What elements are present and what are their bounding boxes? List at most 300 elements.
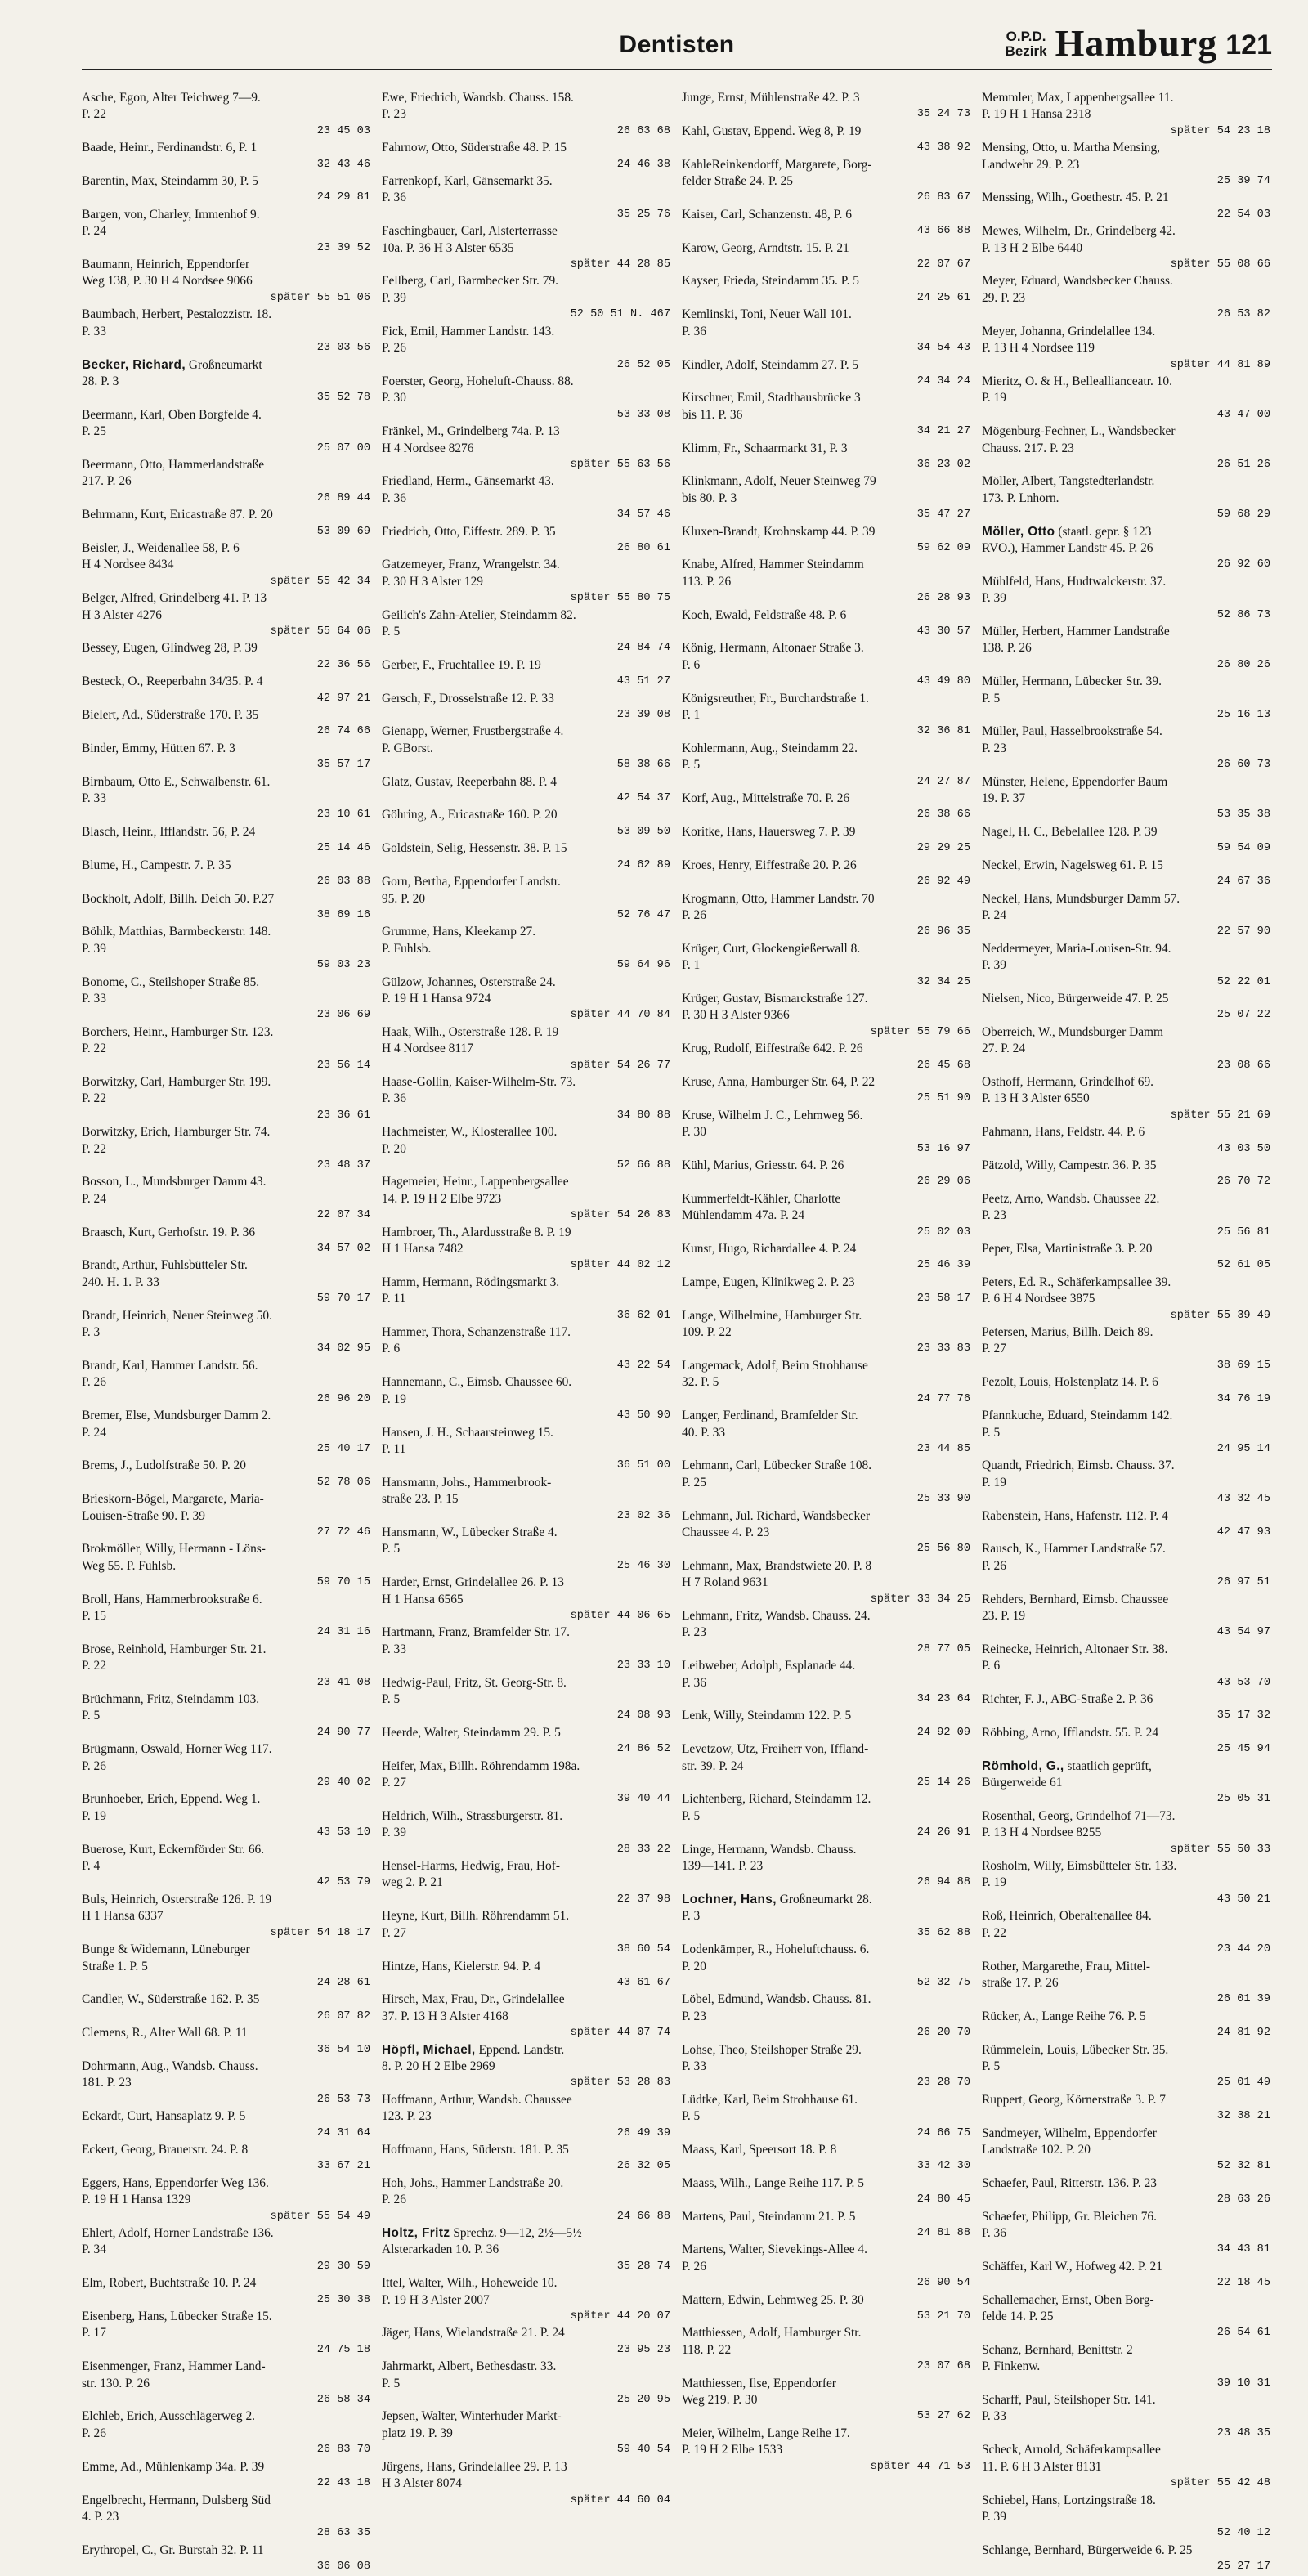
phone-number: 25 56 81 xyxy=(1216,1225,1270,1239)
entry-line: Bargen, von, Charley, Immenhof 9. xyxy=(82,207,260,222)
phone-number: 38 69 16 xyxy=(316,908,370,921)
entry-line: Oberreich, W., Mundsburger Damm xyxy=(982,1024,1163,1039)
entry-line: Koritke, Hans, Hauersweg 7. P. 39 xyxy=(682,824,856,839)
entry-line: Buls, Heinrich, Osterstraße 126. P. 19 xyxy=(82,1892,272,1906)
entry-line: Leibweber, Adolph, Esplanade 44. xyxy=(682,1659,856,1673)
phone-number: 32 34 25 xyxy=(916,975,970,988)
phone-number: 26 70 72 xyxy=(1216,1176,1270,1189)
entry-line: 173. P. Lnhorn. xyxy=(982,491,1059,505)
entry-line: Mattern, Edwin, Lehmweg 25. P. 30 xyxy=(682,2292,864,2307)
entry-line: Klimm, Fr., Schaarmarkt 31, P. 3 xyxy=(682,441,848,455)
phone-number: 34 21 27 xyxy=(916,425,970,438)
entry-line: RVO.), Hammer Landstr 45. P. 26 xyxy=(982,540,1153,555)
phone-number: 52 66 88 xyxy=(616,1159,670,1172)
directory-entry xyxy=(82,1642,370,1691)
entry-line: P. 22 xyxy=(82,107,106,122)
entry-line: Borwitzky, Erich, Hamburger Str. 74. xyxy=(82,1125,271,1140)
phone-number: 23 07 68 xyxy=(916,2360,970,2373)
entry-line: Haase-Gollin, Kaiser-Wilhelm-Str. 73. xyxy=(382,1074,576,1089)
entry-line: Neckel, Hans, Mundsburger Damm 57. xyxy=(982,891,1180,906)
directory-entry xyxy=(382,423,670,473)
phone-number: 42 97 21 xyxy=(316,692,370,705)
entry-line: Brose, Reinhold, Hamburger Str. 21. xyxy=(82,1642,267,1656)
phone-number: 34 57 46 xyxy=(616,508,670,522)
phone-number: 43 22 54 xyxy=(616,1359,670,1372)
entry-line: Ehlert, Adolf, Horner Landstraße 136. xyxy=(82,2226,274,2240)
phone-number: später 54 18 17 xyxy=(270,1926,370,1939)
entry-line: P. 6 xyxy=(382,1342,401,1356)
directory-entry xyxy=(382,324,670,374)
entry-line: Blasch, Heinr., Ifflandstr. 56, P. 24 xyxy=(82,824,256,839)
entry-line: Rücker, A., Lange Reihe 76. P. 5 xyxy=(982,2009,1146,2023)
entry-line: H 4 Nordsee 8276 xyxy=(382,441,474,455)
entry-line: Kahl, Gustav, Eppend. Weg 8, P. 19 xyxy=(682,123,862,138)
entry-line: P. 6 xyxy=(682,657,701,672)
phone-number: 26 63 68 xyxy=(616,124,670,137)
entry-line: Pezolt, Louis, Holstenplatz 14. P. 6 xyxy=(982,1375,1158,1390)
phone-number: 42 47 93 xyxy=(1216,1525,1270,1539)
directory-entry xyxy=(682,1991,970,2041)
phone-number: 52 61 05 xyxy=(1216,1259,1270,1272)
entry-line: Krüger, Gustav, Bismarckstraße 127. xyxy=(682,991,868,1006)
directory-entry xyxy=(982,2009,1270,2042)
directory-entry xyxy=(982,223,1270,273)
directory-entry xyxy=(682,691,970,741)
entry-line: Chauss. 217. P. 23 xyxy=(982,441,1074,455)
entry-line: P. 23 xyxy=(382,107,406,122)
phone-number: 36 54 10 xyxy=(316,2043,370,2056)
directory-entry xyxy=(82,2459,370,2493)
entry-line: Clemens, R., Alter Wall 68. P. 11 xyxy=(82,2026,248,2041)
entry-line: Barentin, Max, Steindamm 30, P. 5 xyxy=(82,174,258,189)
phone-number: 43 49 80 xyxy=(916,675,970,688)
phone-number: 59 70 17 xyxy=(316,1292,370,1306)
phone-number: 59 62 09 xyxy=(916,541,970,554)
entry-line: Langer, Ferdinand, Bramfelder Str. xyxy=(682,1409,858,1423)
directory-entry xyxy=(82,1257,370,1307)
entry-line: P. 23 xyxy=(982,741,1006,755)
entry-line: Petersen, Marius, Billh. Deich 89. xyxy=(982,1325,1153,1340)
directory-entry xyxy=(382,273,670,323)
phone-number: 59 03 23 xyxy=(316,959,370,972)
column-3 xyxy=(682,90,970,2576)
phone-number: 59 68 29 xyxy=(1216,508,1270,522)
phone-number: 34 54 43 xyxy=(916,342,970,355)
directory-entry xyxy=(82,173,370,207)
entry-line: Broll, Hans, Hammerbrookstraße 6. xyxy=(82,1592,262,1606)
directory-entry xyxy=(682,2042,970,2092)
entry-line: Krogmann, Otto, Hammer Landstr. 70 xyxy=(682,891,875,906)
phone-number: 25 27 17 xyxy=(1216,2560,1270,2574)
entry-line: P. 26 xyxy=(682,907,706,922)
directory-entry xyxy=(982,90,1270,140)
phone-number: 34 43 81 xyxy=(1216,2243,1270,2256)
entry-text: Sprechz. 9—12, 2½—5½ xyxy=(453,2226,582,2240)
entry-line: Fellberg, Carl, Barmbecker Str. 79. xyxy=(382,274,558,289)
entry-line: P. 30 xyxy=(682,1125,706,1140)
phone-number: 26 32 05 xyxy=(616,2160,670,2173)
entry-line: Haak, Wilh., Osterstraße 128. P. 19 xyxy=(382,1024,559,1039)
directory-entry xyxy=(82,640,370,674)
phone-number: 43 66 88 xyxy=(916,225,970,238)
entry-line: Klinkmann, Adolf, Neuer Steinweg 79 xyxy=(682,474,876,489)
entry-line: Königsreuther, Fr., Burchardstraße 1. xyxy=(682,691,869,706)
directory-entry xyxy=(82,2408,370,2458)
entry-line: Müller, Hermann, Lübecker Str. 39. xyxy=(982,674,1162,689)
directory-entry xyxy=(682,1308,970,1358)
entry-line: Kroes, Henry, Eiffestraße 20. P. 26 xyxy=(682,858,857,872)
entry-line: Geilich's Zahn-Atelier, Steindamm 82. xyxy=(382,607,576,622)
entry-line: Brokmöller, Willy, Hermann - Löns- xyxy=(82,1542,266,1557)
entry-line: Friedrich, Otto, Eiffestr. 289. P. 35 xyxy=(382,524,556,539)
directory-entry xyxy=(982,2493,1270,2542)
entry-line xyxy=(82,357,370,374)
directory-entry xyxy=(682,1275,970,1308)
phone-number: später 54 26 77 xyxy=(570,1059,670,1072)
entry-line: Pätzold, Willy, Campestr. 36. P. 35 xyxy=(982,1158,1157,1172)
directory-entry xyxy=(682,858,970,891)
phone-number: 23 45 03 xyxy=(316,124,370,137)
phone-number: 35 47 27 xyxy=(916,508,970,522)
directory-entry xyxy=(982,2126,1270,2175)
phone-number: später 55 79 66 xyxy=(870,1025,970,1038)
directory-entry xyxy=(682,307,970,356)
entry-line: Kayser, Frieda, Steindamm 35. P. 5 xyxy=(682,274,859,289)
directory-entry xyxy=(82,1225,370,1258)
phone-number: 52 86 73 xyxy=(1216,608,1270,621)
entry-line: 32. P. 5 xyxy=(682,1375,719,1390)
phone-number: 53 09 69 xyxy=(316,525,370,538)
directory-entry xyxy=(982,724,1270,773)
directory-entry xyxy=(682,1158,970,1191)
entry-line: P. 22 xyxy=(982,1925,1006,1940)
phone-number: 26 90 54 xyxy=(916,2277,970,2290)
directory-entry xyxy=(382,1475,670,1525)
phone-number: 24 95 14 xyxy=(1216,1442,1270,1455)
directory-entry xyxy=(82,2493,370,2542)
directory-entry xyxy=(982,423,1270,473)
entry-line: straße 17. P. 26 xyxy=(982,1975,1059,1990)
entry-line: P. 24 xyxy=(82,1425,106,1440)
entry-line: Mensing, Otto, u. Martha Mensing, xyxy=(982,141,1161,155)
phone-number: 59 40 54 xyxy=(616,2444,670,2457)
phone-number: 29 40 02 xyxy=(316,1776,370,1790)
phone-number: 43 38 92 xyxy=(916,141,970,155)
entry-line: Levetzow, Utz, Freiherr von, Iffland- xyxy=(682,1742,869,1757)
entry-line: P. 5 xyxy=(982,2059,1001,2073)
entry-line: Osthoff, Hermann, Grindelhof 69. xyxy=(982,1074,1154,1089)
phone-number: 26 45 68 xyxy=(916,1059,970,1072)
phone-number: 43 61 67 xyxy=(616,1976,670,1989)
directory-entry xyxy=(82,1174,370,1224)
phone-number: 52 76 47 xyxy=(616,908,670,921)
entry-line: Kohlermann, Aug., Steindamm 22. xyxy=(682,741,858,755)
entry-line: P. 22 xyxy=(82,1091,106,1106)
directory-entry xyxy=(382,1024,670,1074)
phone-number: später 54 26 83 xyxy=(570,1209,670,1222)
phone-number: später 44 20 07 xyxy=(570,2310,670,2323)
directory-entry xyxy=(382,774,670,808)
phone-number: 26 92 49 xyxy=(916,876,970,889)
directory-entry xyxy=(382,2175,670,2225)
entry-line: Bremer, Else, Mundsburger Damm 2. xyxy=(82,1409,271,1423)
directory-entry xyxy=(982,1191,1270,1241)
entry-line: P. 33 xyxy=(82,991,106,1006)
directory-entry xyxy=(982,574,1270,624)
entry-line: 40. P. 33 xyxy=(682,1425,726,1440)
entry-line: P. 36 xyxy=(382,190,406,205)
phone-number: 24 34 24 xyxy=(916,374,970,388)
phone-number: 53 33 08 xyxy=(616,408,670,421)
entry-line: Lehmann, Fritz, Wandsb. Chauss. 24. xyxy=(682,1608,871,1623)
directory-entry xyxy=(382,1074,670,1124)
phone-number: später 54 23 18 xyxy=(1170,124,1270,137)
entry-line: Maass, Wilh., Lange Reihe 117. P. 5 xyxy=(682,2175,864,2190)
directory-entry xyxy=(682,1608,970,1658)
directory-entry xyxy=(82,1991,370,2025)
entry-line: Münster, Helene, Eppendorfer Baum xyxy=(982,774,1168,789)
entry-line: Rother, Margarethe, Frau, Mittel- xyxy=(982,1959,1150,1973)
phone-number: 39 10 31 xyxy=(1216,2377,1270,2390)
entry-line: Blume, H., Campestr. 7. P. 35 xyxy=(82,858,231,872)
directory-entry xyxy=(82,1074,370,1124)
entry-line: Chaussee 4. P. 23 xyxy=(682,1525,770,1539)
directory-entry xyxy=(982,824,1270,858)
directory-entry xyxy=(682,1558,970,1608)
directory-entry xyxy=(682,557,970,607)
entry-line: Jahrmarkt, Albert, Bethesdastr. 33. xyxy=(382,2359,557,2374)
phone-number: 23 33 83 xyxy=(916,1342,970,1355)
directory-entry xyxy=(82,974,370,1024)
directory-entry xyxy=(682,1408,970,1458)
directory-entry xyxy=(382,1174,670,1224)
directory-entry xyxy=(682,1108,970,1158)
phone-number: 52 78 06 xyxy=(316,1476,370,1489)
entry-line: Müller, Paul, Hasselbrookstraße 54. xyxy=(982,724,1162,739)
entry-line: Louisen-Straße 90. P. 39 xyxy=(82,1508,205,1523)
entry-line: P. 27 xyxy=(382,1776,406,1790)
phone-number: 24 66 88 xyxy=(616,2210,670,2223)
entry-line: Mögenburg-Fechner, L., Wandsbecker xyxy=(982,424,1176,439)
directory-entry xyxy=(382,1991,670,2041)
entry-line xyxy=(682,1892,970,1908)
entry-line: Jäger, Hans, Wielandstraße 21. P. 24 xyxy=(382,2326,565,2341)
directory-entry xyxy=(382,2359,670,2408)
entry-line: Straße 1. P. 5 xyxy=(82,1959,148,1973)
directory-entry xyxy=(682,2092,970,2142)
phone-number: 23 28 70 xyxy=(916,2076,970,2090)
directory-entry xyxy=(82,1024,370,1074)
entry-line: Braasch, Kurt, Gerhofstr. 19. P. 36 xyxy=(82,1225,256,1239)
directory-entry xyxy=(982,1508,1270,1542)
directory-entry xyxy=(382,2325,670,2359)
directory-entry xyxy=(382,1575,670,1624)
phone-number: 25 20 95 xyxy=(616,2394,670,2407)
phone-number: später 53 28 83 xyxy=(570,2076,670,2090)
entry-line: Harder, Ernst, Grindelallee 26. P. 13 xyxy=(382,1575,564,1590)
entry-line: 27. P. 24 xyxy=(982,1042,1026,1056)
entry-line: Linge, Hermann, Wandsb. Chauss. xyxy=(682,1842,857,1857)
entry-line: Bessey, Eugen, Glindweg 28, P. 39 xyxy=(82,641,258,656)
entry-line: Kirschner, Emil, Stadthausbrücke 3 xyxy=(682,391,861,405)
entry-line: Mühlfeld, Hans, Hudtwalckerstr. 37. xyxy=(982,574,1167,589)
entry-line: Bielert, Ad., Süderstraße 170. P. 35 xyxy=(82,708,259,723)
entry-line: Bosson, L., Mundsburger Damm 43. xyxy=(82,1175,267,1189)
entry-line: Weg 55. P. Fuhlsb. xyxy=(82,1558,177,1573)
phone-number: später 33 34 25 xyxy=(870,1593,970,1606)
entry-line: Gatzemeyer, Franz, Wrangelstr. 34. xyxy=(382,558,560,572)
entry-line: Dohrmann, Aug., Wandsb. Chauss. xyxy=(82,2059,258,2073)
entry-line: Kühl, Marius, Griesstr. 64. P. 26 xyxy=(682,1158,844,1172)
phone-number: 36 62 01 xyxy=(616,1309,670,1322)
entry-line: str. 39. P. 24 xyxy=(682,1758,744,1773)
phone-number: 43 53 70 xyxy=(1216,1676,1270,1689)
phone-number: 25 39 74 xyxy=(1216,175,1270,188)
entry-line: P. 13 H 4 Nordsee 119 xyxy=(982,341,1095,356)
entry-line: P. 19 H 1 Hansa 2318 xyxy=(982,107,1091,122)
phone-number: 52 22 01 xyxy=(1216,975,1270,988)
phone-number: 34 76 19 xyxy=(1216,1392,1270,1405)
entry-line: Fick, Emil, Hammer Landstr. 143. xyxy=(382,324,555,338)
entry-line: P. 36 xyxy=(382,1091,406,1106)
phone-number: 38 69 15 xyxy=(1216,1359,1270,1372)
directory-entry xyxy=(382,1959,670,1992)
entry-line: Glatz, Gustav, Reeperbahn 88. P. 4 xyxy=(382,774,557,789)
entry-line: P. 5 xyxy=(682,758,701,773)
directory-entry xyxy=(82,207,370,257)
entry-line: Meier, Wilhelm, Lange Reihe 17. xyxy=(682,2426,850,2440)
directory-entry xyxy=(982,1541,1270,1591)
phone-number: 23 44 85 xyxy=(916,1442,970,1455)
directory-entry xyxy=(982,2259,1270,2292)
directory-entry xyxy=(82,2359,370,2408)
entry-line: Hambroer, Th., Alardusstraße 8. P. 19 xyxy=(382,1225,571,1239)
entry-line: P. 22 xyxy=(82,1042,106,1056)
phone-number: 23 39 52 xyxy=(316,241,370,254)
entry-line: P. 39 xyxy=(982,2509,1006,2524)
entry-line: Matthiessen, Ilse, Eppendorfer xyxy=(682,2376,836,2390)
entry-line: Elchleb, Erich, Ausschlägerweg 2. xyxy=(82,2409,255,2424)
phone-number: 24 80 45 xyxy=(916,2193,970,2206)
directory-entry xyxy=(82,1358,370,1408)
directory-entry xyxy=(982,1158,1270,1191)
entry-line: Ewe, Friedrich, Wandsb. Chauss. 158. xyxy=(382,91,574,105)
phone-number: 25 07 00 xyxy=(316,441,370,455)
entry-line: Asche, Egon, Alter Teichweg 7—9. xyxy=(82,91,261,105)
entry-line: Möller, Albert, Tangstedterlandstr. xyxy=(982,474,1155,489)
entry-line xyxy=(382,2042,670,2059)
directory-entry xyxy=(682,791,970,824)
directory-entry xyxy=(682,1358,970,1408)
directory-entry xyxy=(682,2292,970,2326)
phone-number: 25 16 13 xyxy=(1216,709,1270,722)
entry-line: P. 33 xyxy=(982,2409,1006,2424)
entry-line: felde 14. P. 25 xyxy=(982,2309,1054,2324)
directory-entry xyxy=(382,2142,670,2175)
entry-line: P. 6 xyxy=(982,1659,1001,1673)
entry-line: 14. P. 19 H 2 Elbe 9723 xyxy=(382,1191,502,1206)
entry-line: Elm, Robert, Buchtstraße 10. P. 24 xyxy=(82,2276,257,2291)
entry-line: 8. P. 20 H 2 Elbe 2969 xyxy=(382,2059,495,2073)
entry-line: Lodenkämper, R., Hoheluftchauss. 6. xyxy=(682,1942,870,1957)
directory-entry xyxy=(382,974,670,1024)
directory-entry xyxy=(982,273,1270,323)
entry-line: Böhlk, Matthias, Barmbeckerstr. 148. xyxy=(82,925,271,939)
phone-number: 24 66 75 xyxy=(916,2126,970,2139)
entry-line: Rabenstein, Hans, Hafenstr. 112. P. 4 xyxy=(982,1508,1168,1523)
phone-number: 43 32 45 xyxy=(1216,1493,1270,1506)
directory-entry xyxy=(382,2275,670,2325)
entry-line: P. 26 xyxy=(982,1558,1006,1573)
phone-number: 35 52 78 xyxy=(316,392,370,405)
phone-number: 25 51 90 xyxy=(916,1092,970,1105)
directory-entry xyxy=(382,807,670,840)
directory-entry xyxy=(382,1624,670,1674)
phone-number: 52 40 12 xyxy=(1216,2527,1270,2540)
entry-line: P. 5 xyxy=(382,1542,401,1557)
phone-number: 52 32 75 xyxy=(916,1976,970,1989)
entry-line: Kaiser, Carl, Schanzenstr. 48, P. 6 xyxy=(682,207,852,222)
directory-entry xyxy=(982,1858,1270,1908)
phone-number: 25 07 22 xyxy=(1216,1009,1270,1022)
phone-number: 59 70 15 xyxy=(316,1576,370,1589)
entry-line: Quandt, Friedrich, Eimsb. Chauss. 37. xyxy=(982,1458,1175,1473)
directory-entry xyxy=(82,1892,370,1942)
entry-line: Mewes, Wilhelm, Dr., Grindelberg 42. xyxy=(982,224,1176,239)
entry-line: Hirsch, Max, Frau, Dr., Grindelallee xyxy=(382,1992,565,2007)
directory-entry xyxy=(82,1491,370,1541)
directory-entry xyxy=(382,1808,670,1858)
entry-line: P. 33 xyxy=(382,1642,406,1656)
phone-number: später 44 06 65 xyxy=(570,1609,670,1622)
entry-line: 10a. P. 36 H 3 Alster 6535 xyxy=(382,240,514,255)
directory-entry xyxy=(82,1942,370,1991)
page-header xyxy=(82,23,1272,70)
entry-line: Lichtenberg, Richard, Steindamm 12. xyxy=(682,1792,871,1807)
entry-line: Schiebel, Hans, Lortzingstraße 18. xyxy=(982,2493,1156,2507)
entry-line: Hensel-Harms, Hedwig, Frau, Hof- xyxy=(382,1859,560,1874)
column-4 xyxy=(982,90,1270,2576)
directory-entry xyxy=(982,858,1270,891)
phone-number: 36 06 08 xyxy=(316,2560,370,2574)
phone-number: 26 83 70 xyxy=(316,2444,370,2457)
entry-line: P. 4 xyxy=(82,1859,101,1874)
phone-number: 23 36 61 xyxy=(316,1109,370,1122)
directory-entry xyxy=(382,1275,670,1324)
entry-line: Eggers, Hans, Eppendorfer Weg 136. xyxy=(82,2175,269,2190)
directory-entry xyxy=(982,374,1270,423)
entry-line: 11. P. 6 H 3 Alster 8131 xyxy=(982,2459,1102,2474)
directory-entry xyxy=(382,874,670,924)
phone-number: 25 14 26 xyxy=(916,1776,970,1790)
entry-line: P. 30 xyxy=(382,391,406,405)
entry-line: Mühlendamm 47a. P. 24 xyxy=(682,1208,805,1223)
phone-number: später 55 50 33 xyxy=(1170,1843,1270,1856)
entry-line: P. 36 xyxy=(382,491,406,505)
entry-line: bis 11. P. 36 xyxy=(682,407,743,422)
entry-line: P. 22 xyxy=(82,1659,106,1673)
entry-name-bold: Becker, Richard, xyxy=(82,357,186,372)
phone-number: 52 32 81 xyxy=(1216,2160,1270,2173)
phone-number: 26 49 39 xyxy=(616,2126,670,2139)
column-2 xyxy=(382,90,670,2576)
phone-number: 24 31 64 xyxy=(316,2126,370,2139)
entry-line: H 1 Hansa 7482 xyxy=(382,1242,464,1257)
entry-line: 118. P. 22 xyxy=(682,2342,732,2357)
entry-line: Maass, Karl, Speersort 18. P. 8 xyxy=(682,2142,837,2157)
entry-line: Bonome, C., Steilshoper Straße 85. xyxy=(82,974,260,989)
directory-entry xyxy=(82,707,370,741)
